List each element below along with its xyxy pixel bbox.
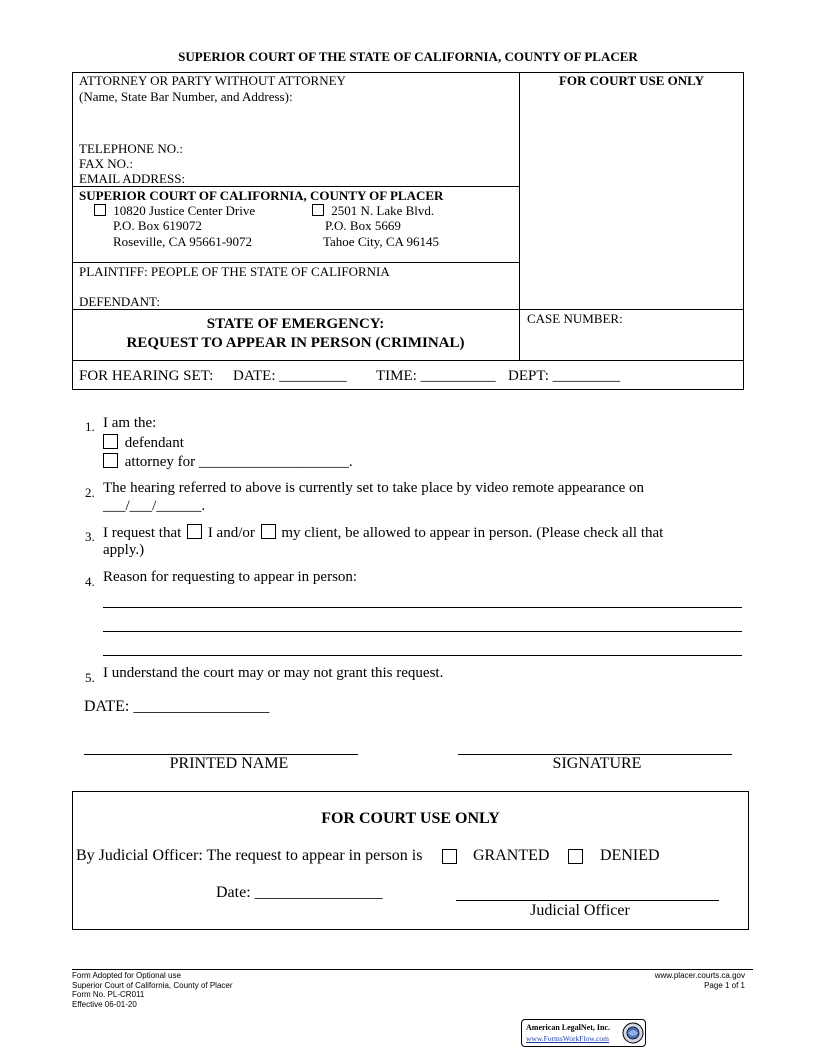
attorney-sub-label: (Name, State Bar Number, and Address): — [79, 89, 293, 104]
logo-company-name: American LegalNet, Inc. — [526, 1023, 610, 1032]
court-date-field[interactable]: Date: ________________ — [216, 884, 383, 901]
signature-label: SIGNATURE — [552, 755, 642, 772]
tahoe-checkbox[interactable] — [312, 204, 324, 216]
item1-number: 1. — [85, 419, 95, 434]
location-tahoe — [312, 203, 434, 219]
denied-checkbox[interactable] — [568, 849, 583, 864]
hearing-date[interactable]: DATE: _________ — [233, 368, 347, 384]
printed-name-label: PRINTED NAME — [169, 755, 289, 772]
judicial-officer-label: Judicial Officer — [530, 902, 630, 919]
item4-number: 4. — [85, 574, 95, 589]
item2-text: The hearing referred to above is currently set to take place by video remote appearance on — [103, 480, 644, 496]
item2-number: 2. — [85, 485, 95, 500]
item1-option-defendant — [103, 434, 184, 452]
item3-text-a: I request that — [103, 525, 182, 541]
client-checkbox[interactable] — [261, 524, 276, 539]
item1-option-attorney — [103, 453, 353, 471]
caption-divider-vertical — [519, 72, 520, 360]
globe-icon — [622, 1022, 644, 1044]
footer-page-number: Page 1 of 1 — [704, 980, 745, 990]
hearing-label: FOR HEARING SET: — [79, 368, 214, 384]
item5-text: I understand the court may or may not grant this request. — [103, 665, 444, 681]
location-roseville — [94, 203, 255, 219]
attorney-label: attorney for ____________________. — [124, 454, 353, 470]
footer-left-line1: Form Adopted for Optional use — [72, 971, 181, 980]
footer-left-line3: Form No. PL-CR011 — [72, 990, 145, 999]
form-title-line2: REQUEST TO APPEAR IN PERSON (CRIMINAL) — [126, 335, 465, 351]
legalnet-logo[interactable] — [521, 1019, 646, 1047]
loc1-po: P.O. Box 619072 — [113, 218, 202, 233]
item3-text-c: my client, be allowed to appear in person. (Please check all that — [281, 525, 664, 541]
defendant-checkbox[interactable] — [103, 434, 118, 449]
defendant-label: DEFENDANT: — [79, 294, 160, 309]
item5-number: 5. — [85, 670, 95, 685]
item3-number: 3. — [85, 529, 95, 544]
email-label: EMAIL ADDRESS: — [79, 171, 186, 186]
granted-checkbox[interactable] — [442, 849, 457, 864]
attorney-label: ATTORNEY OR PARTY WITHOUT ATTORNEY — [79, 73, 346, 88]
roseville-checkbox[interactable] — [94, 204, 106, 216]
item1-text: I am the: — [103, 415, 157, 431]
attorney-checkbox[interactable] — [103, 453, 118, 468]
item3-line1 — [103, 524, 663, 542]
footer-right — [600, 971, 745, 990]
item2-date-field[interactable]: ___/___/______. — [103, 498, 206, 514]
footer-court-url[interactable]: www.placer.courts.ca.gov — [654, 971, 745, 980]
court-name: SUPERIOR COURT OF CALIFORNIA, COUNTY OF PLACER — [79, 188, 444, 203]
hearing-time[interactable]: TIME: __________ — [376, 368, 496, 384]
denied-label: DENIED — [600, 847, 660, 864]
by-judicial-officer-text: By Judicial Officer: The request to appear in person is — [76, 847, 423, 864]
reason-line-2[interactable] — [103, 631, 742, 632]
fax-label: FAX NO.: — [79, 156, 133, 171]
loc2-po: P.O. Box 5669 — [325, 218, 401, 233]
plaintiff-label: PLAINTIFF: PEOPLE OF THE STATE OF CALIFORNIA — [79, 264, 390, 279]
self-checkbox[interactable] — [187, 524, 202, 539]
form-title-line1: STATE OF EMERGENCY: — [206, 316, 385, 332]
court-use-label: FOR COURT USE ONLY — [558, 73, 705, 88]
page-title: SUPERIOR COURT OF THE STATE OF CALIFORNIA, COUNTY OF PLACER — [178, 49, 638, 64]
reason-line-1[interactable] — [103, 607, 742, 608]
judicial-officer-line[interactable] — [456, 900, 719, 901]
loc2-city: Tahoe City, CA 96145 — [323, 234, 439, 249]
defendant-label: defendant — [124, 435, 184, 451]
footer-left-line4: Effective 06-01-20 — [72, 999, 137, 1009]
logo-url[interactable]: www.FormsWorkFlow.com — [526, 1034, 610, 1043]
reason-line-3[interactable] — [103, 655, 742, 656]
item3-line2: apply.) — [103, 542, 145, 558]
court-use-title: FOR COURT USE ONLY — [321, 810, 500, 827]
loc1-city: Roseville, CA 95661-9072 — [113, 234, 253, 249]
item4-text: Reason for requesting to appear in person: — [103, 569, 358, 585]
granted-label: GRANTED — [473, 847, 550, 864]
hearing-dept[interactable]: DEPT: _________ — [508, 368, 621, 384]
case-number-label: CASE NUMBER: — [527, 311, 623, 326]
loc1-street: 10820 Justice Center Drive — [113, 203, 256, 218]
divider — [72, 262, 519, 263]
footer-left-line2: Superior Court of California, County of Placer — [72, 980, 233, 990]
footer-rule — [72, 969, 753, 970]
item3-text-b: I and/or — [207, 525, 255, 541]
date-field[interactable]: DATE: _________________ — [84, 698, 270, 715]
divider — [72, 309, 744, 310]
footer-left — [72, 971, 233, 1009]
telephone-label: TELEPHONE NO.: — [79, 141, 183, 156]
divider — [72, 360, 744, 361]
loc2-street: 2501 N. Lake Blvd. — [331, 203, 435, 218]
